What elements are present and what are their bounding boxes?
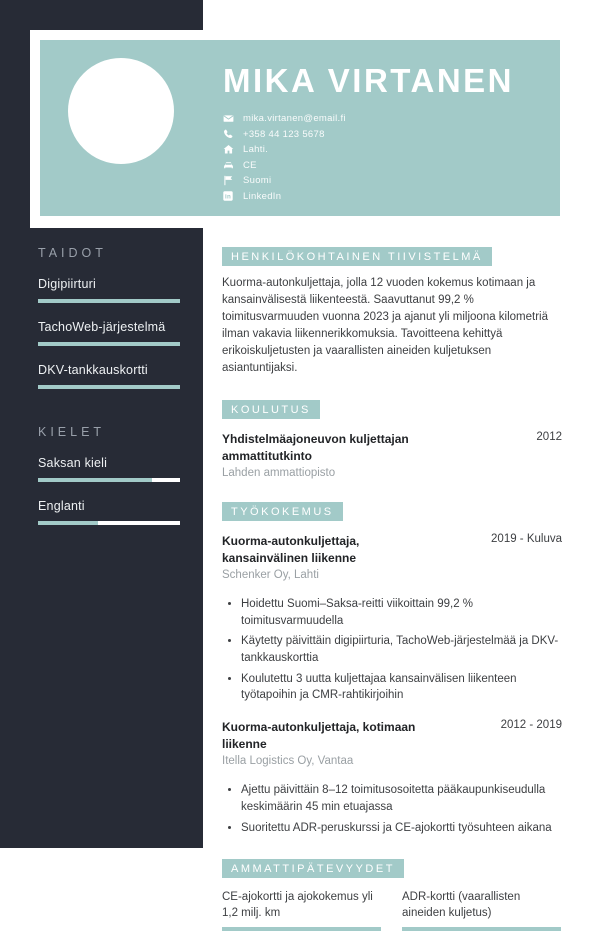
job-entry [222, 719, 562, 836]
summary-text: Kuorma-autonkuljettaja, jolla 12 vuoden kokemus kotimaan ja kansainvälisestä liikenteestä. Saavuttanut 99,2 % toimitusvarmuuden vuonna 2023 ja ajanut yli miljoona kilometriä ilman vakavia liikennerikkomuksia. Tavoitteena kehittyä erikoiskuljetusten ja vaarallisten aineiden kuljetuksen asiantuntijaksi. [222, 277, 549, 375]
svg-text:in: in [224, 193, 232, 201]
header-frame [30, 30, 570, 228]
language-item [38, 456, 180, 482]
contact-location-text: Lahti. [243, 144, 269, 155]
header-info [223, 62, 543, 202]
contact-license-text: CE [243, 159, 257, 171]
skill-bar [38, 299, 180, 303]
summary-section-badge: HENKILÖKOHTAINEN TIIVISTELMÄ [222, 247, 492, 266]
email-icon [223, 113, 234, 124]
skill-label: Digipiirturi [38, 277, 96, 291]
job-company: Schenker Oy, Lahti [222, 569, 319, 582]
skill-label: TachoWeb-järjestelmä [38, 320, 166, 334]
education-degree: Yhdistelmäajoneuvon kuljettajan ammattitutkinto [222, 432, 409, 463]
skill-bar-fill [38, 299, 180, 303]
education-section [222, 400, 562, 479]
contact-license [223, 160, 543, 171]
person-name: MIKA VIRTANEN [223, 62, 514, 99]
header-banner [40, 40, 560, 216]
education-entry [222, 431, 562, 479]
flag-icon [223, 175, 234, 186]
job-entry [222, 533, 562, 703]
skill-item [38, 363, 180, 389]
job-company: Itella Logistics Oy, Vantaa [222, 755, 354, 768]
skill-item [38, 320, 180, 346]
main-column [222, 247, 562, 931]
contact-location [223, 144, 543, 155]
job-bullet: • Koulutettu 3 uutta kuljettajaa kansainvälisen liikenteen työtapoihin ja CMR-rahtikirjoihin [241, 671, 562, 704]
education-date: 2012 [536, 431, 562, 444]
qualification-underline [222, 927, 381, 931]
home-icon [223, 144, 234, 155]
experience-section [222, 502, 562, 836]
education-school: Lahden ammattiopisto [222, 467, 336, 480]
skill-bar-fill [38, 342, 180, 346]
languages-section-title: KIELET [38, 425, 106, 439]
language-bar [38, 521, 180, 525]
qualification-underline [402, 927, 561, 931]
contact-nationality [223, 175, 543, 186]
language-bar-fill [38, 521, 98, 525]
job-bullet: • Käytetty päivittäin digipiirturia, TachoWeb-järjestelmää ja DKV-tankkauskorttia [241, 633, 562, 666]
education-section-badge: KOULUTUS [222, 400, 320, 419]
contact-email [223, 113, 543, 124]
contact-nationality-text: Suomi [243, 175, 272, 186]
experience-section-badge: TYÖKOKEMUS [222, 502, 343, 521]
language-bar [38, 478, 180, 482]
qualification-text: CE-ajokortti ja ajokokemus yli 1,2 milj. km [222, 890, 373, 919]
job-role: Kuorma-autonkuljettaja, kansainvälinen liikenne [222, 534, 360, 565]
qualification-item [222, 889, 381, 931]
skill-bar [38, 342, 180, 346]
car-icon [223, 160, 234, 171]
linkedin-icon [223, 191, 234, 202]
skill-label: DKV-tankkauskortti [38, 363, 148, 377]
job-bullet: • Suoritettu ADR-peruskurssi ja CE-ajokortti työsuhteen aikana [241, 820, 562, 836]
job-bullet-list [241, 782, 562, 835]
contact-phone [223, 129, 543, 140]
sidebar-content [38, 246, 180, 525]
job-bullet-list [241, 596, 562, 703]
job-date: 2019 - Kuluva [491, 533, 562, 546]
job-date: 2012 - 2019 [500, 719, 562, 732]
language-label: Saksan kieli [38, 456, 108, 470]
qualification-text: ADR-kortti (vaarallisten aineiden kuljetus) [402, 890, 521, 919]
contact-linkedin[interactable] [223, 191, 543, 202]
profile-photo-placeholder [68, 58, 174, 164]
job-bullet: • Ajettu päivittäin 8–12 toimitusosoitetta pääkaupunkiseudulla keskimäärin 45 min etuajassa [241, 782, 562, 815]
skill-item [38, 277, 180, 303]
language-bar-fill [38, 478, 152, 482]
phone-icon [223, 129, 234, 140]
job-role: Kuorma-autonkuljettaja, kotimaan liikenne [222, 720, 416, 751]
contact-phone-text: +358 44 123 5678 [243, 128, 325, 140]
job-bullet: • Hoidettu Suomi–Saksa-reitti viikoittain 99,2 % toimitusvarmuudella [241, 596, 562, 629]
qualification-item [402, 889, 561, 931]
qualifications-section-badge: AMMATTIPÄTEVYYDET [222, 859, 404, 878]
skills-section-title: TAIDOT [38, 246, 107, 260]
qualifications-section [222, 859, 562, 931]
language-item [38, 499, 180, 525]
summary-section [222, 247, 562, 377]
language-label: Englanti [38, 499, 85, 513]
contact-list [223, 113, 543, 202]
contact-email-text: mika.virtanen@email.fi [243, 113, 346, 124]
contact-linkedin-text: LinkedIn [243, 190, 282, 202]
